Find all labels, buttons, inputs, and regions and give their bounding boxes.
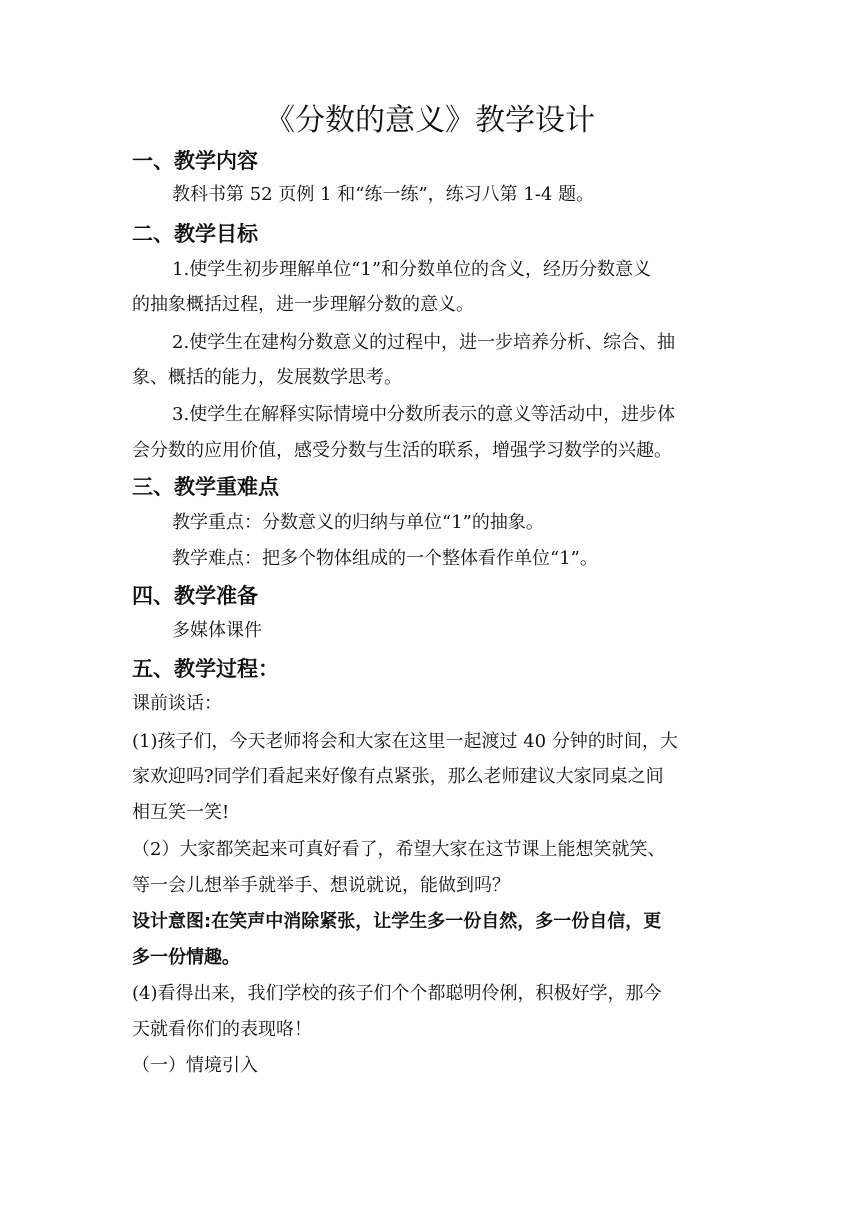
design-intent-line-1: 设计意图:在笑声中消除紧张，让学生多一份自然，多一份自信，更 [132,911,662,932]
paragraph-2-line-1: （2）大家都笑起来可真好看了，希望大家在这节课上能想笑就笑、 [132,839,666,860]
goal-1-line-2: 的抽象概括过程，进一步理解分数的意义。 [132,294,474,315]
difficult-point-text: 教学难点：把多个物体组成的一个整体看作单位“1”。 [172,548,598,569]
paragraph-2-line-2: 等一会儿想举手就举手、想说就说，能做到吗？ [132,875,510,896]
paragraph-1-line-2: 家欢迎吗?同学们看起来好像有点紧张，那么老师建议大家同桌之间 [132,766,664,787]
paragraph-4-line-1: (4)看得出来，我们学校的孩子们个个都聪明伶俐，积极好学，那今 [132,983,662,1004]
heading-teaching-content: 一、教学内容 [132,149,258,173]
goal-2-line-1: 2.使学生在建构分数意义的过程中，进一步培养分析、综合、抽 [172,332,676,353]
teaching-content-text: 教科书第 52 页例 1 和“练一练”，练习八第 1-4 题。 [172,184,595,205]
heading-teaching-goals: 二、教学目标 [132,222,258,246]
goal-2-line-2: 象、概括的能力，发展数学思考。 [132,367,402,388]
design-intent-line-2: 多一份情趣。 [132,947,240,968]
subsection-scenario-intro: （一）情境引入 [132,1055,258,1076]
goal-1-line-1: 1.使学生初步理解单位“1”和分数单位的含义，经历分数意义 [172,259,652,280]
goal-3-line-1: 3.使学生在解释实际情境中分数所表示的意义等活动中，进步体 [172,404,676,425]
paragraph-4-line-2: 天就看你们的表现咯！ [132,1019,312,1040]
pretalk-label: 课前谈话： [132,693,222,714]
heading-key-difficult-points: 三、教学重难点 [132,475,279,499]
document-title: 《分数的意义》教学设计 [265,103,595,138]
heading-teaching-process: 五、教学过程： [132,657,279,681]
heading-preparation: 四、教学准备 [132,584,258,608]
key-point-text: 教学重点：分数意义的归纳与单位“1”的抽象。 [172,512,544,533]
goal-3-line-2: 会分数的应用价值，感受分数与生活的联系，增强学习数学的兴趣。 [132,440,672,461]
preparation-text: 多媒体课件 [172,620,262,641]
paragraph-1-line-1: (1)孩子们，今天老师将会和大家在这里一起渡过 40 分钟的时间，大 [132,731,678,752]
paragraph-1-line-3: 相互笑一笑! [132,802,230,823]
